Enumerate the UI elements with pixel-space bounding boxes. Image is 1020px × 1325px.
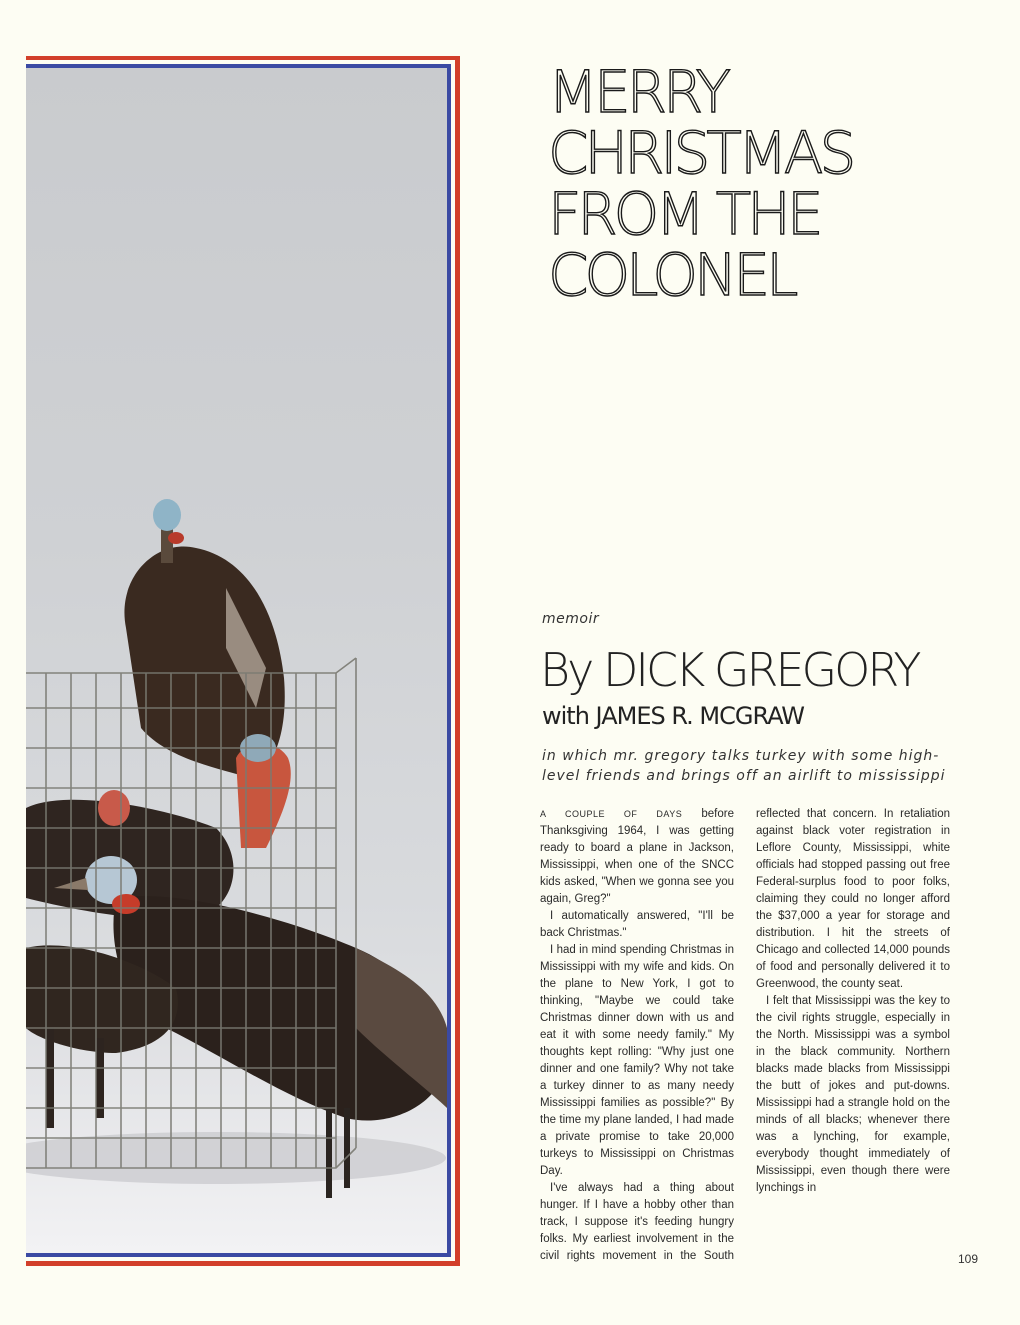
article-body — [540, 806, 950, 1266]
coauthor-line: with JAMES R. MCGRAW — [542, 702, 805, 730]
turkeys-in-cage-illustration — [26, 68, 447, 1253]
body-paragraph: I automatically answered, "I'll be back Christmas." — [540, 910, 734, 939]
section-kicker: memoir — [542, 611, 600, 627]
body-paragraph — [540, 806, 734, 908]
title-line: FROM THE — [548, 180, 820, 248]
body-paragraph-text: before Thanksgiving 1964, I was getting ready to board a plane in Jackson, Mississippi, when one of the SNCC kids asked, "When we gonna see you again, Greg?" — [540, 808, 734, 905]
title-line: MERRY — [548, 58, 728, 126]
page-number: 109 — [958, 1252, 979, 1266]
lead-in-smallcaps: A COUPLE OF DAYS — [540, 809, 683, 819]
turkey-photo — [26, 68, 447, 1253]
article-title — [548, 58, 853, 309]
title-line: CHRISTMAS — [548, 119, 853, 187]
title-line: COLONEL — [548, 241, 795, 309]
photo-frame — [26, 56, 460, 1266]
body-paragraph: I felt that Mississippi was the key to the civil rights struggle, especially in the North. Mississippi was a symbol in the black community. Northern blacks made blacks from Mississippi the butt of jokes and put-downs. Mississippi had a strangle hold on the minds of all blacks; whenever there was a lynching, for example, everybody thought immediately of Mississippi, even though there were lynchings in — [756, 995, 950, 1194]
article-deck: in which mr. gregory talks turkey with some high-level friends and brings off an airlift to mississippi — [542, 748, 946, 784]
byline: By DICK GREGORY — [540, 643, 919, 697]
body-paragraph: I've always had a thing about hunger. If I have a hobby other than track, I suppose it's feeding hungry folks. My earliest involvement in the civil rights movement in the South reflected that concern. In retaliation against black voter registration in Leflore County, Mississippi, white officials had stopped passing out free Federal-surplus food to poor folks, claiming they could no longer afford the $37,000 a year for storage and distribution. I hit the streets of Chicago and collected 14,000 pounds of food and personally delivered it to Greenwood, the county seat. — [540, 808, 950, 1262]
body-paragraph: I had in mind spending Christmas in Mississippi with my wife and kids. On the plane to New York, I got to thinking, "Maybe we could take Christmas dinner down with us and eat it with some needy family." My thoughts kept rolling: "Why just one dinner and one family? Why not take a turkey dinner to as many needy Mississippi families as possible?" By the time my plane landed, I had made a private promise to take 20,000 turkeys to Mississippi on Christmas Day. — [540, 944, 734, 1177]
